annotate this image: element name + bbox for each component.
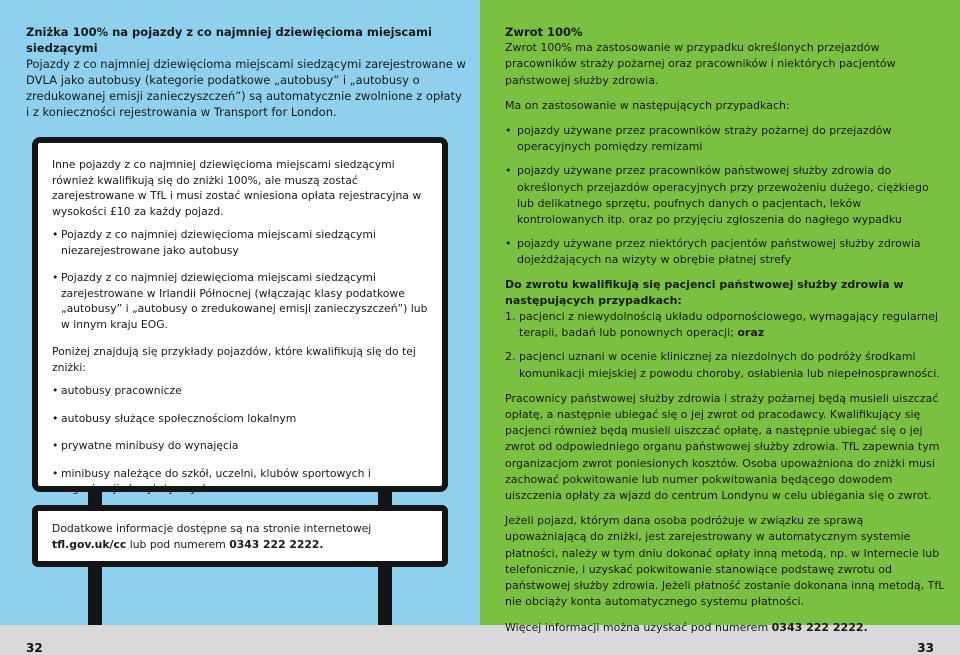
list-item <box>505 349 945 381</box>
sign-paragraph: Inne pojazdy z co najmniej dziewięcioma miejscami siedzącymi również kwalifikują się do zniżki 100%, ale muszą zostać zarejestrowane w TfL i musi zostać wniesiona opłata rejestracyjna w wysokości £10 za każdy pojazd. <box>52 158 422 218</box>
more-info-text: Więcej informacji można uzyskać pod numerem <box>505 620 772 634</box>
eligible-vehicles-list <box>52 227 428 332</box>
info-phone: 0343 222 2222. <box>229 537 324 551</box>
list-item: • autobusy służące społecznościom lokalnym <box>52 411 428 427</box>
refund-cases-list <box>505 123 945 269</box>
list-item: • Pojazdy z co najmniej dziewięcioma miejscami siedzącymi niezarejestrowane jako autobusy <box>52 227 428 258</box>
more-info-phone: 0343 222 2222. <box>771 620 868 634</box>
right-column <box>505 24 945 645</box>
page-number-right: 33 <box>917 641 934 655</box>
list-item: • pojazdy używane przez pracowników straży pożarnej do przejazdów operacyjnych pomiędzy remizami <box>505 123 945 155</box>
item-number: 1. <box>505 310 516 324</box>
refund-intro: Zwrot 100% ma zastosowanie w przypadku określonych przejazdów pracowników straży pożarnej oraz pracowników i niektórych pacjentów państwowej służby zdrowia. <box>505 41 896 87</box>
list-item: • prywatne minibusy do wynajęcia <box>52 438 428 454</box>
examples-lead: Poniżej znajdują się przykłady pojazdów, które kwalifikują się do tej zniżki: <box>52 345 416 374</box>
refund-heading: Zwrot 100% <box>505 25 583 39</box>
applies-lead: Ma on zastosowanie w następujących przypadkach: <box>505 98 790 112</box>
item-text: pacjenci uznani w ocenie klinicznej za niezdolnych do podróży środkami komunikacji miejskiej z powodu choroby, osłabienia lub niepełnosprawności. <box>519 350 940 380</box>
list-item: • minibusy należące do szkół, uczelni, klubów sportowych i organizacji charytatywnych <box>52 466 428 497</box>
examples-list <box>52 383 428 497</box>
discount-intro-text: Pojazdy z co najmniej dziewięcioma miejscami siedzącymi zarejestrowane w DVLA jako autobusy (kategorie podatkowe „autobusy” i „autobusy o zredukowanej emisji zanieczyszczeń”) są automatycznie zwolnione z opłaty i z konieczności rejestrowania w Transport for London. <box>26 57 466 119</box>
list-item <box>505 309 945 341</box>
info-mid: lub pod numerem <box>126 537 230 551</box>
list-item: • pojazdy używane przez niektórych pacjentów państwowej służby zdrowia dojeżdżających na wizyty w obrębie płatnej strefy <box>505 236 945 268</box>
patients-list <box>505 309 945 382</box>
item-number: 2. <box>505 350 516 364</box>
list-item: • pojazdy używane przez pracowników państwowej służby zdrowia do określonych przejazdów operacyjnych przy przewożeniu dużego, ciężkiego lub delikatnego sprzętu, poufnych danych o pacjentach, leków kontrolowanych itp. oraz po przyjęciu zgłoszenia do nagłego wypadku <box>505 163 945 228</box>
left-intro <box>26 24 466 120</box>
auto-pay-paragraph: Jeżeli pojazd, którym dana osoba podróżuje w związku ze sprawą upoważniającą do zniżki, jest zarejestrowany w automatycznym systemie płatności, należy w tym dniu dokonać opłaty inną metodą, np. w Internecie lub telefonicznie, i uzyskać pokwitowanie stanowiące podstawę zwrotu od państwowej służby zdrowia. Jeżeli płatność zostanie dokonana inną metodą, TfL nie obciąży konta automatycznego systemu płatności. <box>505 514 945 609</box>
info-text: Dodatkowe informacje dostępne są na stronie internetowej <box>52 522 372 535</box>
refund-process-paragraph: Pracownicy państwowej służby zdrowia i straży pożarnej będą musieli uiszczać opłatę, a następnie ubiegać się o jej zwrot od pracodawcy. Kwalifikujący się pacjenci również będą musieli uiszczać opłatę, a następnie ubiegać się o jej zwrot od odpowiedniego organu państwowej służby zdrowia. TfL zapewnia tym organizacjom zwrot poniesionych kosztów. Osoba upoważniona do zniżki musi zachować pokwitowanie lub numer pokwitowania będącego dowodem uiszczenia opłaty za wjazd do centrum Londynu w celu ubiegania się o zwrot. <box>505 391 940 503</box>
more-info <box>505 620 945 636</box>
sign-board <box>32 137 448 495</box>
discount-heading: Zniżka 100% na pojazdy z co najmniej dziewięcioma miejscami siedzącymi <box>26 25 432 55</box>
info-link[interactable]: tfl.gov.uk/cc <box>52 537 127 551</box>
list-item: • Pojazdy z co najmniej dziewięcioma miejscami siedzącymi zarejestrowane w Irlandii Północnej (włączając klasy podatkowe „autobusy” i „autobusy o zredukowanej emisji zanieczyszczeń”) lub w innym kraju EOG. <box>52 270 428 332</box>
info-sign <box>32 505 448 567</box>
item-text: pacjenci z niewydolnością układu odpornościowego, wymagający regularnej terapii, badań lub ponownych operacji; <box>519 310 938 340</box>
page-number-left: 32 <box>26 641 43 655</box>
item-bold-tail: oraz <box>737 326 765 340</box>
patients-heading: Do zwrotu kwalifikują się pacjenci państwowej służby zdrowia w następujących przypadkach: <box>505 277 904 307</box>
list-item: • autobusy pracownicze <box>52 383 428 399</box>
